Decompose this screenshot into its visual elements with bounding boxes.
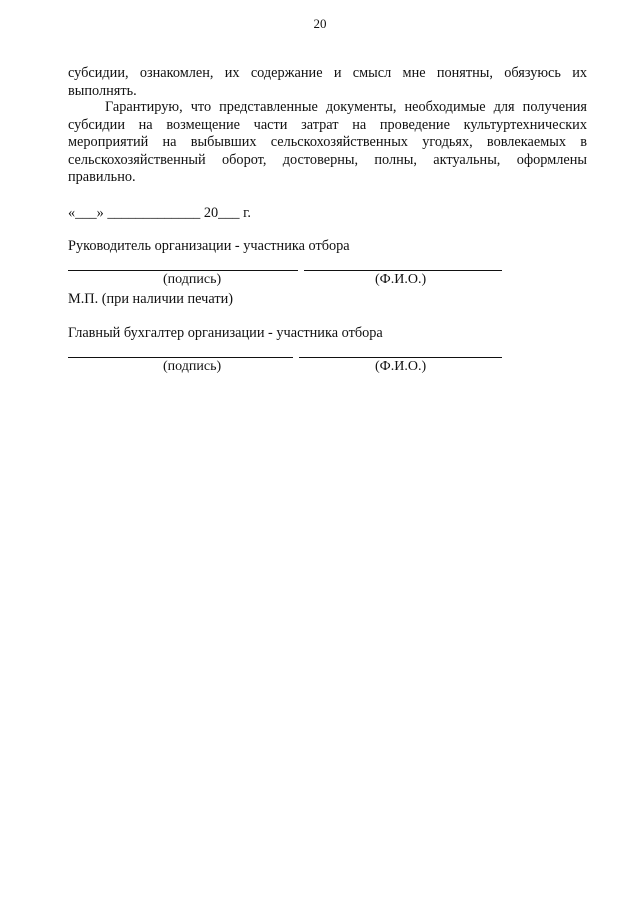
head-signature-title: Руководитель организации - участника отбора <box>68 238 350 254</box>
accountant-signature-caption: (подпись) <box>163 359 222 374</box>
accountant-name-caption: (Ф.И.О.) <box>375 359 427 374</box>
stamp-note: М.П. (при наличии печати) <box>68 291 233 307</box>
paragraph-commitment: субсидии, ознакомлен, их содержание и смысл мне понятны, обязуюсь их выполнять. <box>68 65 587 99</box>
date-line: «___» _____________ 20___ г. <box>68 205 251 221</box>
accountant-name-line <box>299 357 502 358</box>
head-signature-caption: (подпись) <box>163 272 222 287</box>
paragraph-guarantee: Гарантирую, что представленные документы, необходимые для получения субсидии на возмещение части затрат на проведение культуртехнических мероприятий на выбывших сельскохозяйственных угодьях, вовлекаемых в сельскохозяйственный оборот, достоверны, полны, актуальны, оформлены правильно. <box>68 99 587 185</box>
accountant-signature-title: Главный бухгалтер организации - участника отбора <box>68 325 383 341</box>
page-number: 20 <box>313 16 327 31</box>
accountant-signature-line <box>68 357 293 358</box>
head-name-caption: (Ф.И.О.) <box>375 272 427 287</box>
head-name-line <box>304 270 502 271</box>
head-signature-line <box>68 270 298 271</box>
